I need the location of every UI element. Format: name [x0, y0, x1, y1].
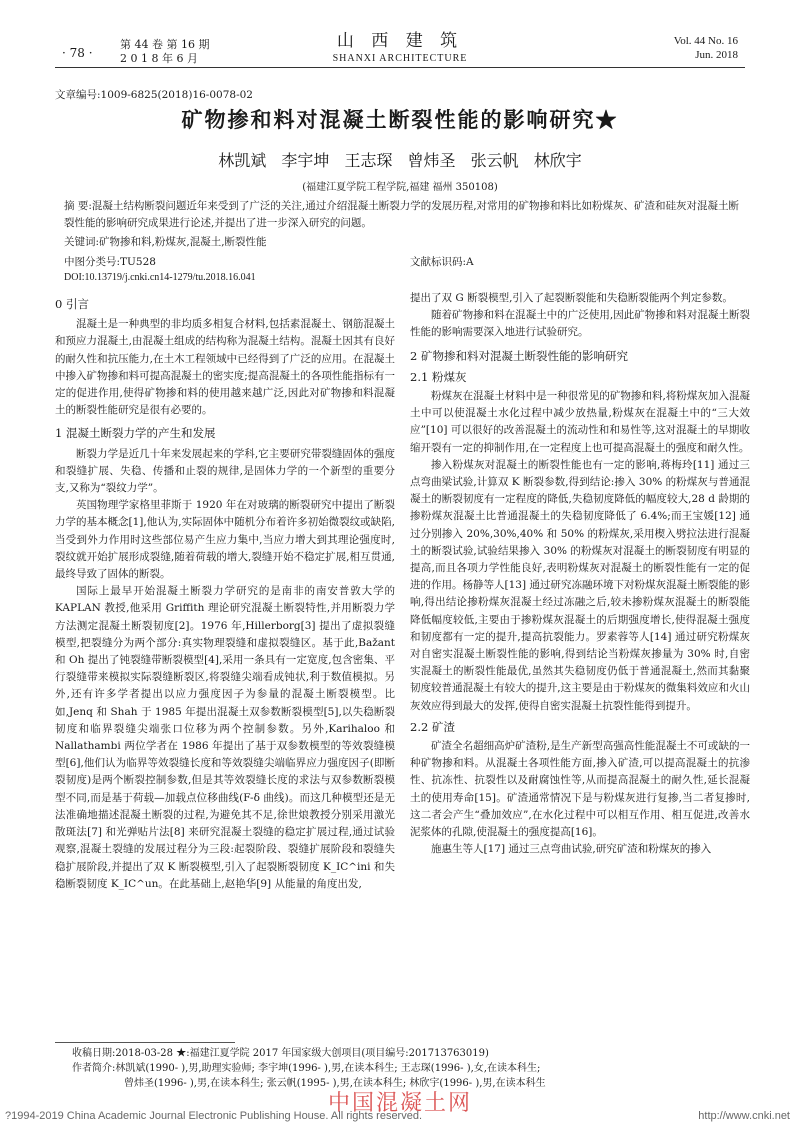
volume-en: Vol. 44 No. 16	[673, 35, 738, 47]
paragraph: 英国物理学家格里菲斯于 1920 年在对玻璃的断裂研究中提出了断裂力学的基本概念[1],他认为,实际固体中随机分布着许多初始微裂纹或缺陷,当受到外力作用时这些部位易产生应力集中,当应力增大到其理论强度时,裂纹就开始扩展形成裂缝,随着荷载的增大,裂缝开始不稳定扩展,相互贯通,最终导致了固体的断裂。	[55, 499, 395, 581]
watermark-logo: 中国混凝土网	[327, 1091, 472, 1116]
section-1-heading: 1 混凝土断裂力学的产生和发展	[55, 426, 216, 441]
paragraph: 掺入粉煤灰对混凝土的断裂性能也有一定的影响,蒋梅玲[11] 通过三点弯曲梁试验,计算双 K 断裂参数,得到结论:掺入 30% 的粉煤灰与普通混凝土的断裂韧度有一定程度的降低,失稳韧度降低的幅度较大,28 d 龄期的掺粉煤灰混凝土比普通混凝土的失稳韧度降低了 6.4%;而王宝媛[12] 通过分别掺入 20%,30%,40% 和 50% 的粉煤灰,采用楔入劈拉法进行混凝土的断裂试验,试验结果掺入 30% 的粉煤灰对混凝土的断裂韧度有明显的提高,而且各项力学性能良好,表明粉煤灰对混凝土的断裂性能有一定的促进的作用。杨静等人[13] 通过研究冻融环境下对粉煤灰混凝土断裂能的影响,得出结论掺粉煤灰混凝土经过冻融之后,较未掺粉煤灰混凝土的断裂能降低幅度较低,主要由于掺粉煤灰混凝土的后期强度增长,使得混凝土强度和韧度都有一定的提升,提高抗裂能力。罗素蓉等人[14] 通过研究粉煤灰对自密实混凝土断裂性能的影响,得到结论当粉煤灰掺量为 30% 时,自密实混凝土的断裂性能最优,虽然其失稳韧度仍低于普通混凝土,然而其黏聚韧度较普通混凝土有较大的提升,这主要是由于粉煤灰的微集料效应和火山灰效应得到最大的发挥,使得自密实混凝土抗裂性能得到提升。	[410, 458, 750, 712]
received-date: 收稿日期:2018-03-28 ★:福建江夏学院 2017 年国家级大创项目(项目编号:201713763019)	[72, 1048, 489, 1059]
paragraph: 矿渣全名超细高炉矿渣粉,是生产新型高强高性能混凝土不可或缺的一种矿物掺和料。从混凝土各项性能方面,掺入矿渣,可以提高混凝土的抗渗性、抗冻性、抗裂性以及耐腐蚀性等,从而提高混凝土的耐久性,延长混凝土的使用寿命[15]。矿渣通常情况下是与粉煤灰进行复掺,当二者复掺时,这二者会产生“叠加效应”,在水化过程中可以相互作用、相互促进,改善水泥浆体的孔隙,使混凝土的强度提高[16]。	[410, 740, 750, 839]
affiliation: (福建江夏学院工程学院,福建 福州 350108)	[302, 182, 498, 193]
paragraph: 国际上最早开始混凝土断裂力学研究的是南非的南安普敦大学的 KAPLAN 教授,他采用 Griffith 理论研究混凝土断裂特性,并用断裂力学方法测定混凝土断裂韧度[2]。1976 年,Hillerborg[3] 提出了虚拟裂缝模型,把裂缝分为两个部分:真实物理裂缝和虚拟裂缝区。基于此,Bažant 和 Oh 提出了钝裂缝带断裂模型[4],采用一条具有一定宽度,包含密集、平行裂缝带来模拟实际裂缝断裂区,将裂缝尖端看成钝状,利于数值模拟。另外,还有许多学者提出以应力强度因子为参量的混凝土断裂模型。比如,Jenq 和 Shah 于 1985 年提出混凝土双参数断裂模型[5],以失稳断裂韧度和临界裂缝尖端张口位移为两个控制参数。另外,Karihaloo 和 Nallathambi 两位学者在 1986 年提出了基于双参数模型的等效裂缝模型[6],他们认为临界等效裂缝长度和等效裂缝尖端临界应力强度因子(即断裂韧度)是两个断裂控制参数,但是其等效裂缝长度的求法与双参数断裂模型不同,而是基于荷载—加载点位移曲线(F-δ 曲线)。而这几种模型还是无法准确地描述混凝土断裂的过程,为避免其不足,徐世烺教授分别采用激光散斑法[7] 和光弹贴片法[8] 来研究混凝土裂缝的稳定扩展过程,通过试验观察,混凝土裂缝的发展过程分为三段:起裂阶段、裂缝扩展阶段和裂缝失稳扩展阶段,并提出了双 K 断裂模型,引入了起裂断裂韧度 K_IC^ini 和失稳断裂韧度 K_IC^un。在此基础上,赵艳华[9] 从能量的角度出发,	[55, 585, 395, 890]
issue-info	[120, 38, 209, 66]
paragraph: 施惠生等人[17] 通过三点弯曲试验,研究矿渣和粉煤灰的掺入	[431, 843, 712, 856]
copyright-notice: ?1994-2019 China Academic Journal Electronic Publishing House. All rights reserved.	[5, 1110, 423, 1122]
cnki-link[interactable]: http://www.cnki.net	[698, 1110, 790, 1122]
issue-line-2: 2 0 1 8 年 6 月	[120, 52, 198, 65]
doi: DOI:10.13719/j.cnki.cn14-1279/tu.2018.16.041	[64, 272, 256, 283]
document-code: 文献标识码:A	[410, 256, 474, 268]
article-number: 文章编号:1009-6825(2018)16-0078-02	[55, 89, 253, 101]
section-2-heading: 2 矿物掺和料对混凝土断裂性能的影响研究	[410, 348, 628, 363]
header-rule	[55, 67, 745, 68]
author-bio-2: 曾炜圣(1996- ),男,在读本科生; 张云帆(1995- ),男,在读本科生; 林欣宇(1996- ),男,在读本科生	[124, 1078, 546, 1089]
paragraph: 随着矿物掺和料在混凝土中的广泛使用,因此矿物掺和料对混凝土断裂性能的影响需要深入地进行试验研究。	[410, 309, 750, 339]
section-0-heading: 0 引言	[55, 297, 89, 311]
journal-name-en: SHANXI ARCHITECTURE	[332, 53, 468, 64]
section-2-2-heading: 2.2 矿渣	[410, 719, 455, 734]
date-en: Jun. 2018	[695, 49, 738, 61]
footnote-rule	[55, 1042, 235, 1043]
paragraph: 粉煤灰在混凝土材料中是一种很常见的矿物掺和料,将粉煤灰加入混凝土中可以使混凝土水化过程中减少放热量,粉煤灰在混凝土中的“三大效应”[10] 可以很好的改善混凝土的流动性和和易性等,这对混凝土的早期收缩开裂有一定的抑制作用,在一定程度上也可提高混凝土的强度和耐久性。	[410, 390, 750, 454]
journal-name	[300, 26, 500, 64]
page-number: · 78 ·	[62, 46, 93, 60]
clc-number: 中图分类号:TU528	[64, 256, 156, 268]
journal-name-cn: 山 西 建 筑	[336, 31, 464, 51]
left-column	[55, 290, 395, 893]
paragraph: 提出了双 G 断裂模型,引入了起裂断裂能和失稳断裂能两个判定参数。	[410, 292, 733, 304]
section-2-1-heading: 2.1 粉煤灰	[410, 369, 467, 384]
issue-line-1: 第 44 卷 第 16 期	[120, 38, 210, 51]
paper-title: 矿物掺和料对混凝土断裂性能的影响研究★	[181, 107, 619, 132]
paragraph: 混凝土是一种典型的非均质多相复合材料,包括素混凝土、钢筋混凝土和预应力混凝土,由混凝土组成的结构称为混凝土结构。混凝土因其有良好的耐久性和抗压能力,在土木工程领域中已经得到了广泛的应用。在混凝土中掺入矿物掺和料可提高混凝土的密实度;提高混凝土的各项性能指标有一定的促进作用,使得矿物掺和料的使用越来越广泛,因此对矿物掺和料混凝土的断裂性能研究是很有必要的。	[55, 318, 395, 417]
abstract: 摘 要:混凝土结构断裂问题近年来受到了广泛的关注,通过介绍混凝土断裂力学的发展历程,对常用的矿物掺和料比如粉煤灰、矿渣和硅灰对混凝土断裂性能的影响研究成果进行论述,并提出了进一步深入研究的问题。	[64, 200, 740, 229]
running-header-right	[674, 34, 738, 62]
right-column	[410, 290, 750, 859]
paragraph: 断裂力学是近几十年来发展起来的学科,它主要研究带裂缝固体的强度和裂缝扩展、失稳、传播和止裂的规律,是固体力学的一个新型的重要分支,又称为“裂纹力学”。	[55, 447, 395, 495]
author-bio-1: 作者简介:林凯斌(1990- ),男,助理实验师; 李宇坤(1996- ),男,在读本科生; 王志琛(1996- ),女,在读本科生;	[72, 1063, 541, 1074]
keywords: 关键词:矿物掺和料,粉煤灰,混凝土,断裂性能	[64, 236, 267, 248]
footnote	[72, 1046, 546, 1091]
author-list: 林凯斌 李宇坤 王志琛 曾炜圣 张云帆 林欣宇	[218, 151, 582, 170]
